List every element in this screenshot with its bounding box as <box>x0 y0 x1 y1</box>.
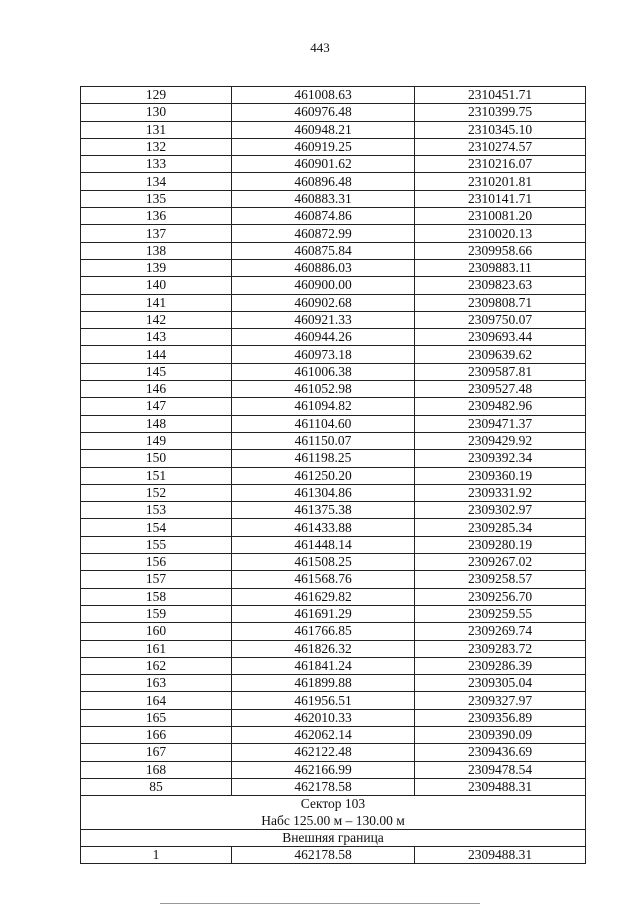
page-number: 443 <box>310 40 330 55</box>
point-number: 162 <box>81 657 232 674</box>
point-number: 137 <box>81 225 232 242</box>
table-row <box>81 571 586 588</box>
point-number: 146 <box>81 381 232 398</box>
table-footer <box>81 796 586 864</box>
table-row <box>81 329 586 346</box>
table-row <box>81 761 586 778</box>
x-coordinate: 460921.33 <box>232 311 415 328</box>
point-number: 143 <box>81 329 232 346</box>
y-coordinate: 2309305.04 <box>415 675 586 692</box>
point-number: 152 <box>81 484 232 501</box>
y-coordinate: 2309488.31 <box>415 847 586 864</box>
point-number: 159 <box>81 605 232 622</box>
table-row <box>81 225 586 242</box>
x-coordinate: 460883.31 <box>232 190 415 207</box>
y-coordinate: 2310451.71 <box>415 87 586 104</box>
y-coordinate: 2309259.55 <box>415 605 586 622</box>
x-coordinate: 460948.21 <box>232 121 415 138</box>
y-coordinate: 2309488.31 <box>415 778 586 795</box>
x-coordinate: 461826.32 <box>232 640 415 657</box>
table-row <box>81 554 586 571</box>
table-row <box>81 346 586 363</box>
x-coordinate: 462122.48 <box>232 744 415 761</box>
y-coordinate: 2309750.07 <box>415 311 586 328</box>
point-number: 160 <box>81 623 232 640</box>
point-number: 129 <box>81 87 232 104</box>
x-coordinate: 460976.48 <box>232 104 415 121</box>
sector-height-row <box>81 812 586 829</box>
y-coordinate: 2309360.19 <box>415 467 586 484</box>
y-coordinate: 2309280.19 <box>415 536 586 553</box>
x-coordinate: 461841.24 <box>232 657 415 674</box>
point-number: 166 <box>81 726 232 743</box>
y-coordinate: 2309958.66 <box>415 242 586 259</box>
point-number: 167 <box>81 744 232 761</box>
y-coordinate: 2309331.92 <box>415 484 586 501</box>
point-number: 150 <box>81 450 232 467</box>
boundary-row <box>81 829 586 846</box>
point-number: 144 <box>81 346 232 363</box>
y-coordinate: 2310274.57 <box>415 138 586 155</box>
x-coordinate: 460973.18 <box>232 346 415 363</box>
point-number: 164 <box>81 692 232 709</box>
point-number: 149 <box>81 432 232 449</box>
table-row <box>81 242 586 259</box>
table-row <box>81 259 586 276</box>
x-coordinate: 460902.68 <box>232 294 415 311</box>
x-coordinate: 462062.14 <box>232 726 415 743</box>
y-coordinate: 2309327.97 <box>415 692 586 709</box>
table-row <box>81 519 586 536</box>
x-coordinate: 461052.98 <box>232 381 415 398</box>
y-coordinate: 2309390.09 <box>415 726 586 743</box>
table-row <box>81 432 586 449</box>
coordinates-table <box>80 86 586 864</box>
table-row <box>81 640 586 657</box>
y-coordinate: 2309356.89 <box>415 709 586 726</box>
point-number: 154 <box>81 519 232 536</box>
x-coordinate: 461104.60 <box>232 415 415 432</box>
point-number: 131 <box>81 121 232 138</box>
point-number: 141 <box>81 294 232 311</box>
y-coordinate: 2309587.81 <box>415 363 586 380</box>
table-row <box>81 277 586 294</box>
y-coordinate: 2309808.71 <box>415 294 586 311</box>
point-number: 130 <box>81 104 232 121</box>
point-number: 133 <box>81 156 232 173</box>
y-coordinate: 2310081.20 <box>415 208 586 225</box>
x-coordinate: 461375.38 <box>232 502 415 519</box>
table-row <box>81 156 586 173</box>
y-coordinate: 2309478.54 <box>415 761 586 778</box>
table-row <box>81 847 586 864</box>
x-coordinate: 461008.63 <box>232 87 415 104</box>
y-coordinate: 2310201.81 <box>415 173 586 190</box>
x-coordinate: 460896.48 <box>232 173 415 190</box>
table-row <box>81 675 586 692</box>
x-coordinate: 460875.84 <box>232 242 415 259</box>
y-coordinate: 2310345.10 <box>415 121 586 138</box>
x-coordinate: 462166.99 <box>232 761 415 778</box>
table-row <box>81 381 586 398</box>
x-coordinate: 460919.25 <box>232 138 415 155</box>
y-coordinate: 2310399.75 <box>415 104 586 121</box>
table-row <box>81 104 586 121</box>
point-number: 158 <box>81 588 232 605</box>
table-row <box>81 692 586 709</box>
y-coordinate: 2309302.97 <box>415 502 586 519</box>
y-coordinate: 2310141.71 <box>415 190 586 207</box>
table-row <box>81 536 586 553</box>
table-row <box>81 709 586 726</box>
bottom-rule <box>160 903 480 904</box>
table-row <box>81 121 586 138</box>
x-coordinate: 460901.62 <box>232 156 415 173</box>
table-row <box>81 450 586 467</box>
table-row <box>81 502 586 519</box>
y-coordinate: 2309283.72 <box>415 640 586 657</box>
y-coordinate: 2309471.37 <box>415 415 586 432</box>
x-coordinate: 461508.25 <box>232 554 415 571</box>
table-row <box>81 208 586 225</box>
x-coordinate: 461094.82 <box>232 398 415 415</box>
y-coordinate: 2309256.70 <box>415 588 586 605</box>
table-row <box>81 484 586 501</box>
point-number: 136 <box>81 208 232 225</box>
point-number: 151 <box>81 467 232 484</box>
table-row <box>81 588 586 605</box>
y-coordinate: 2309482.96 <box>415 398 586 415</box>
table-row <box>81 415 586 432</box>
x-coordinate: 462178.58 <box>232 847 415 864</box>
y-coordinate: 2309527.48 <box>415 381 586 398</box>
point-number: 157 <box>81 571 232 588</box>
x-coordinate: 461629.82 <box>232 588 415 605</box>
x-coordinate: 461691.29 <box>232 605 415 622</box>
point-number: 148 <box>81 415 232 432</box>
x-coordinate: 461006.38 <box>232 363 415 380</box>
point-number: 168 <box>81 761 232 778</box>
point-number: 140 <box>81 277 232 294</box>
table-body <box>81 87 586 796</box>
x-coordinate: 462178.58 <box>232 778 415 795</box>
table-row <box>81 778 586 795</box>
table-row <box>81 605 586 622</box>
point-number: 135 <box>81 190 232 207</box>
x-coordinate: 461899.88 <box>232 675 415 692</box>
point-number: 1 <box>81 847 232 864</box>
point-number: 132 <box>81 138 232 155</box>
x-coordinate: 460874.86 <box>232 208 415 225</box>
boundary-label: Внешняя граница <box>81 829 586 846</box>
point-number: 147 <box>81 398 232 415</box>
y-coordinate: 2310020.13 <box>415 225 586 242</box>
point-number: 139 <box>81 259 232 276</box>
y-coordinate: 2309269.74 <box>415 623 586 640</box>
x-coordinate: 461433.88 <box>232 519 415 536</box>
point-number: 138 <box>81 242 232 259</box>
point-number: 161 <box>81 640 232 657</box>
y-coordinate: 2309429.92 <box>415 432 586 449</box>
table-row <box>81 744 586 761</box>
y-coordinate: 2309436.69 <box>415 744 586 761</box>
y-coordinate: 2309286.39 <box>415 657 586 674</box>
table-row <box>81 726 586 743</box>
x-coordinate: 460900.00 <box>232 277 415 294</box>
y-coordinate: 2309258.57 <box>415 571 586 588</box>
point-number: 85 <box>81 778 232 795</box>
table-row <box>81 87 586 104</box>
x-coordinate: 460886.03 <box>232 259 415 276</box>
point-number: 153 <box>81 502 232 519</box>
table-row <box>81 173 586 190</box>
x-coordinate: 462010.33 <box>232 709 415 726</box>
x-coordinate: 461766.85 <box>232 623 415 640</box>
table-row <box>81 657 586 674</box>
table-row <box>81 467 586 484</box>
point-number: 145 <box>81 363 232 380</box>
table-row <box>81 190 586 207</box>
x-coordinate: 461956.51 <box>232 692 415 709</box>
table-row <box>81 294 586 311</box>
table-row <box>81 363 586 380</box>
y-coordinate: 2309285.34 <box>415 519 586 536</box>
y-coordinate: 2309823.63 <box>415 277 586 294</box>
x-coordinate: 461198.25 <box>232 450 415 467</box>
table-row <box>81 623 586 640</box>
table-row <box>81 398 586 415</box>
x-coordinate: 461150.07 <box>232 432 415 449</box>
y-coordinate: 2309267.02 <box>415 554 586 571</box>
table-row <box>81 138 586 155</box>
sector-title: Сектор 103 <box>81 796 586 813</box>
point-number: 165 <box>81 709 232 726</box>
sector-title-row <box>81 796 586 813</box>
point-number: 142 <box>81 311 232 328</box>
point-number: 134 <box>81 173 232 190</box>
table-row <box>81 311 586 328</box>
x-coordinate: 460872.99 <box>232 225 415 242</box>
x-coordinate: 461250.20 <box>232 467 415 484</box>
y-coordinate: 2309639.62 <box>415 346 586 363</box>
y-coordinate: 2309693.44 <box>415 329 586 346</box>
sector-height-range: Набс 125.00 м – 130.00 м <box>81 812 586 829</box>
x-coordinate: 460944.26 <box>232 329 415 346</box>
point-number: 156 <box>81 554 232 571</box>
y-coordinate: 2309392.34 <box>415 450 586 467</box>
y-coordinate: 2309883.11 <box>415 259 586 276</box>
point-number: 163 <box>81 675 232 692</box>
point-number: 155 <box>81 536 232 553</box>
y-coordinate: 2310216.07 <box>415 156 586 173</box>
x-coordinate: 461304.86 <box>232 484 415 501</box>
x-coordinate: 461568.76 <box>232 571 415 588</box>
x-coordinate: 461448.14 <box>232 536 415 553</box>
